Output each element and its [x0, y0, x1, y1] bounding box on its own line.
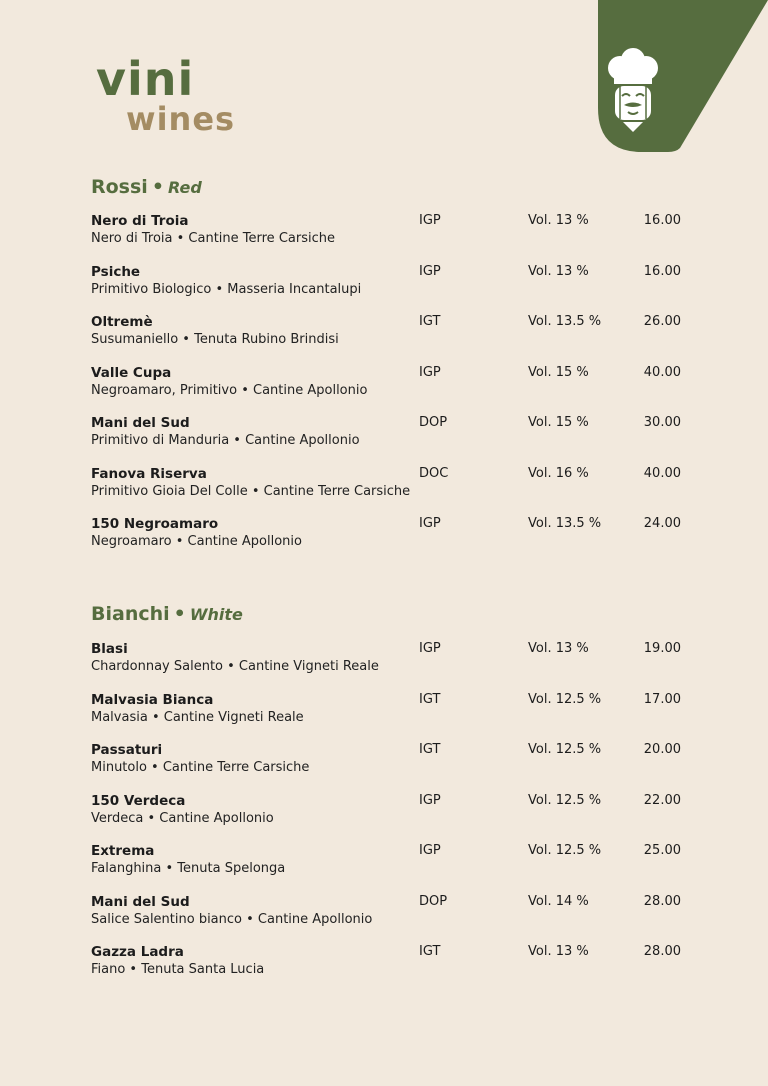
wine-description: Minutolo • Cantine Terre Carsiche: [91, 760, 310, 775]
wine-description: Falanghina • Tenuta Spelonga: [91, 861, 286, 876]
wine-volume: Vol. 12.5 %: [528, 691, 602, 707]
wine-price: 17.00: [643, 691, 681, 707]
wine-name: Fanova Riserva: [91, 465, 207, 482]
wine-volume: Vol. 13 %: [528, 213, 589, 228]
wine-volume: Vol. 12.5 %: [528, 843, 602, 858]
wine-item: [91, 893, 711, 944]
wine-volume: Vol. 15 %: [528, 364, 589, 380]
wine-volume: Vol. 13 %: [528, 641, 589, 656]
wine-description: Negroamaro • Cantine Apollonio: [91, 534, 302, 549]
wine-volume: Vol. 13.5 %: [528, 516, 602, 531]
wine-classification: DOP: [419, 893, 448, 909]
wine-classification: IGP: [419, 263, 441, 279]
wine-price: 20.00: [643, 742, 681, 757]
wine-price: 40.00: [643, 465, 681, 481]
wine-description: Salice Salentino bianco • Cantine Apollonio: [91, 911, 373, 927]
wine-item: [91, 414, 711, 465]
wine-name: 150 Negroamaro: [91, 516, 219, 532]
wine-classification: IGT: [419, 742, 441, 757]
section-separator: •: [151, 176, 164, 198]
brand-title: [96, 52, 236, 138]
wine-price: 28.00: [643, 944, 681, 959]
wine-name: Malvasia Bianca: [91, 691, 214, 708]
wine-name: Mani del Sud: [91, 893, 190, 910]
wine-item: [91, 640, 711, 691]
wine-name: Psiche: [91, 263, 141, 280]
wine-classification: IGP: [419, 213, 441, 228]
wine-price: 28.00: [643, 893, 681, 909]
wine-volume: Vol. 13.5 %: [528, 314, 602, 329]
wine-description: Susumaniello • Tenuta Rubino Brindisi: [91, 332, 339, 347]
wine-description: Negroamaro, Primitivo • Cantine Apollonio: [91, 382, 368, 398]
wine-price: 22.00: [643, 792, 681, 808]
wine-price: 19.00: [643, 641, 681, 656]
wine-classification: IGT: [419, 944, 441, 959]
wine-item: [91, 465, 711, 516]
wine-volume: Vol. 14 %: [528, 893, 589, 909]
wine-item: [91, 212, 711, 263]
wine-name: Passaturi: [91, 742, 163, 758]
wine-classification: IGP: [419, 364, 441, 380]
wine-price: 16.00: [643, 263, 681, 279]
wine-item: [91, 842, 711, 893]
section-title: [91, 599, 711, 629]
section-white: [91, 599, 711, 994]
section-subtitle: White: [189, 605, 243, 624]
wine-volume: Vol. 13 %: [528, 944, 589, 959]
wine-volume: Vol. 12.5 %: [528, 792, 602, 808]
wine-item: [91, 792, 711, 843]
wine-classification: IGP: [419, 516, 441, 531]
wine-description: Fiano • Tenuta Santa Lucia: [91, 962, 265, 977]
wine-description: Chardonnay Salento • Cantine Vigneti Reale: [91, 659, 379, 674]
wine-item: [91, 515, 711, 566]
wine-name: Valle Cupa: [91, 364, 172, 381]
section-title-main: Bianchi: [91, 603, 170, 625]
wine-classification: DOC: [419, 465, 449, 481]
wine-volume: Vol. 15 %: [528, 415, 589, 430]
wine-classification: IGP: [419, 843, 441, 858]
wine-name: Oltremè: [91, 314, 153, 330]
wine-name: Gazza Ladra: [91, 944, 184, 960]
wine-name: 150 Verdeca: [91, 792, 186, 809]
wine-price: 30.00: [643, 415, 681, 430]
wine-name: Blasi: [91, 641, 128, 657]
wine-price: 24.00: [643, 516, 681, 531]
wine-classification: DOP: [419, 415, 448, 430]
wine-description: Verdeca • Cantine Apollonio: [91, 810, 274, 826]
section-separator: •: [173, 603, 186, 625]
wine-description: Nero di Troia • Cantine Terre Carsiche: [91, 231, 335, 246]
section-title: [91, 172, 711, 202]
wine-classification: IGP: [419, 641, 441, 656]
wine-item: [91, 364, 711, 415]
wine-description: Malvasia • Cantine Vigneti Reale: [91, 709, 304, 725]
wine-item: [91, 741, 711, 792]
wine-volume: Vol. 16 %: [528, 465, 589, 481]
wine-name: Extrema: [91, 843, 155, 859]
wine-classification: IGP: [419, 792, 441, 808]
section-title-main: Rossi: [91, 176, 148, 198]
wine-name: Mani del Sud: [91, 415, 190, 431]
wine-item: [91, 691, 711, 742]
wine-name: Nero di Troia: [91, 213, 189, 229]
wine-volume: Vol. 12.5 %: [528, 742, 602, 757]
wine-classification: IGT: [419, 314, 441, 329]
wine-description: Primitivo di Manduria • Cantine Apollonio: [91, 433, 360, 448]
wine-price: 40.00: [643, 364, 681, 380]
brand-wines: wines: [126, 100, 236, 138]
wine-description: Primitivo Biologico • Masseria Incantalupi: [91, 281, 362, 297]
wine-description: Primitivo Gioia Del Colle • Cantine Terre Carsiche: [91, 483, 411, 499]
wine-item: [91, 943, 711, 994]
corner-logo-flag: [598, 0, 768, 152]
section-subtitle: Red: [167, 178, 202, 197]
wine-classification: IGT: [419, 691, 441, 707]
wine-price: 25.00: [643, 843, 681, 858]
wine-price: 26.00: [643, 314, 681, 329]
wine-item: [91, 263, 711, 314]
wine-volume: Vol. 13 %: [528, 263, 589, 279]
wine-price: 16.00: [643, 213, 681, 228]
wine-item: [91, 313, 711, 364]
section-red: [91, 172, 711, 566]
brand-vini: vini: [96, 52, 195, 106]
